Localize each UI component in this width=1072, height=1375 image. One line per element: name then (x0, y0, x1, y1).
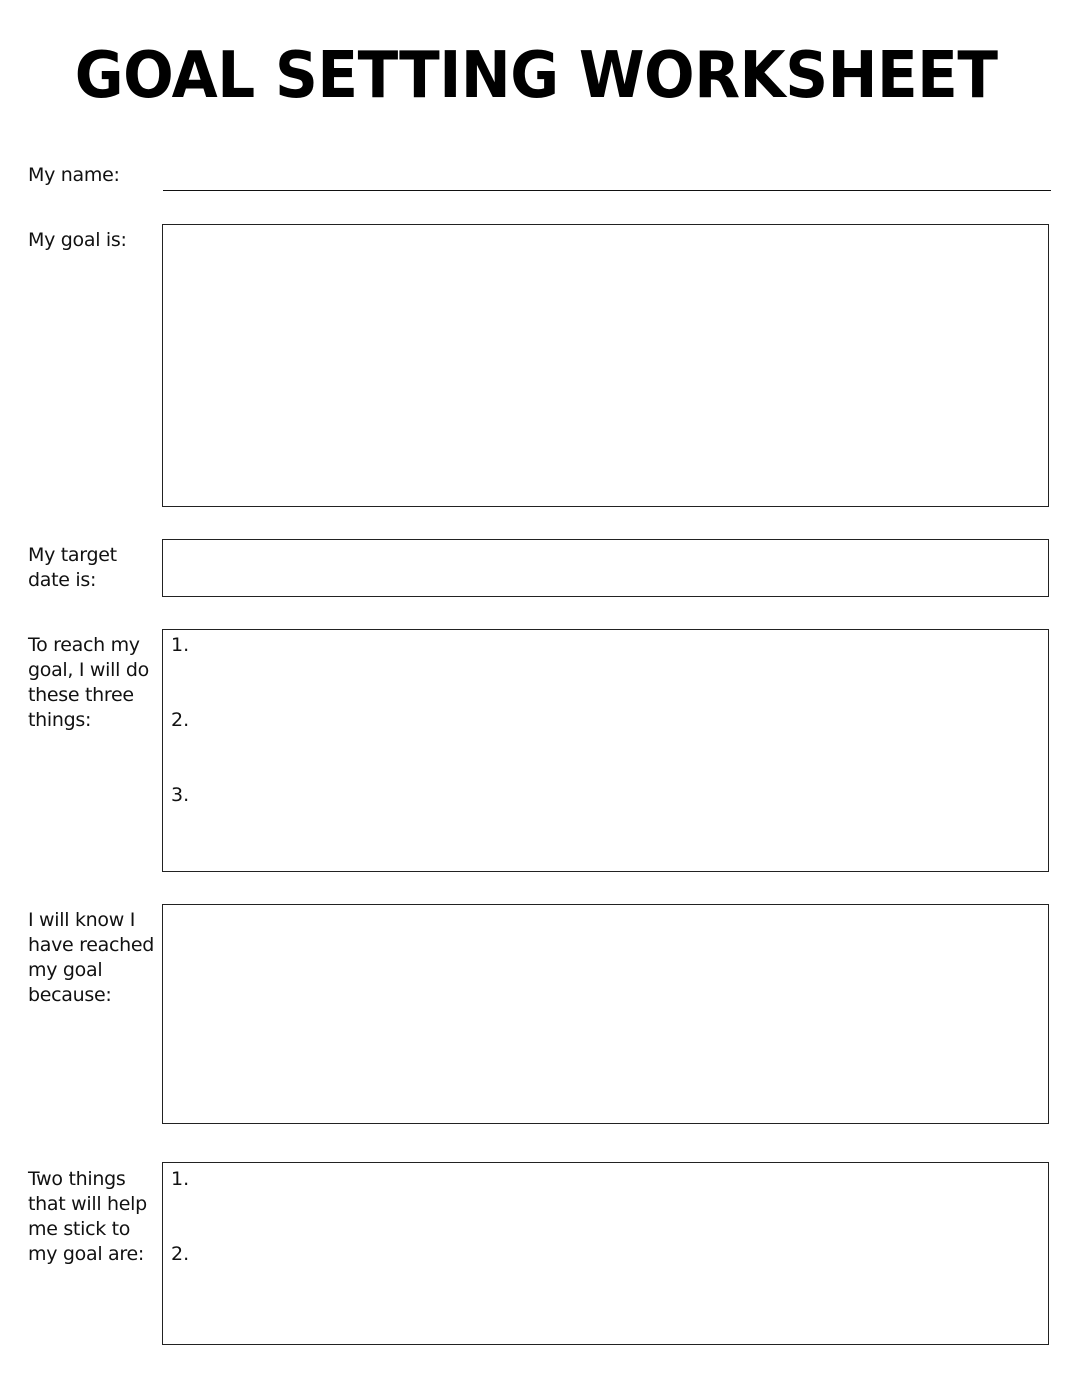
know-reached-label: I will know I have reached my goal because: (28, 909, 155, 1006)
goal-box[interactable] (162, 224, 1049, 507)
three-things-box[interactable] (162, 629, 1049, 872)
goal-label: My goal is: (28, 229, 127, 251)
worksheet-title: GOAL SETTING WORKSHEET (74, 39, 998, 113)
two-things-box[interactable] (162, 1162, 1049, 1345)
three-things-label: To reach my goal, I will do these three things: (28, 634, 149, 731)
item-number: 1. (171, 1168, 190, 1190)
target-date-box[interactable] (162, 539, 1049, 597)
two-things-label: Two things that will help me stick to my goal are: (28, 1168, 147, 1265)
item-number: 2. (171, 1243, 190, 1265)
item-number: 2. (171, 709, 190, 731)
name-label: My name: (28, 164, 120, 186)
name-input-line[interactable] (163, 190, 1051, 191)
target-date-label: My target date is: (28, 544, 117, 591)
item-number: 1. (171, 634, 190, 656)
know-reached-box[interactable] (162, 904, 1049, 1124)
item-number: 3. (171, 784, 190, 806)
